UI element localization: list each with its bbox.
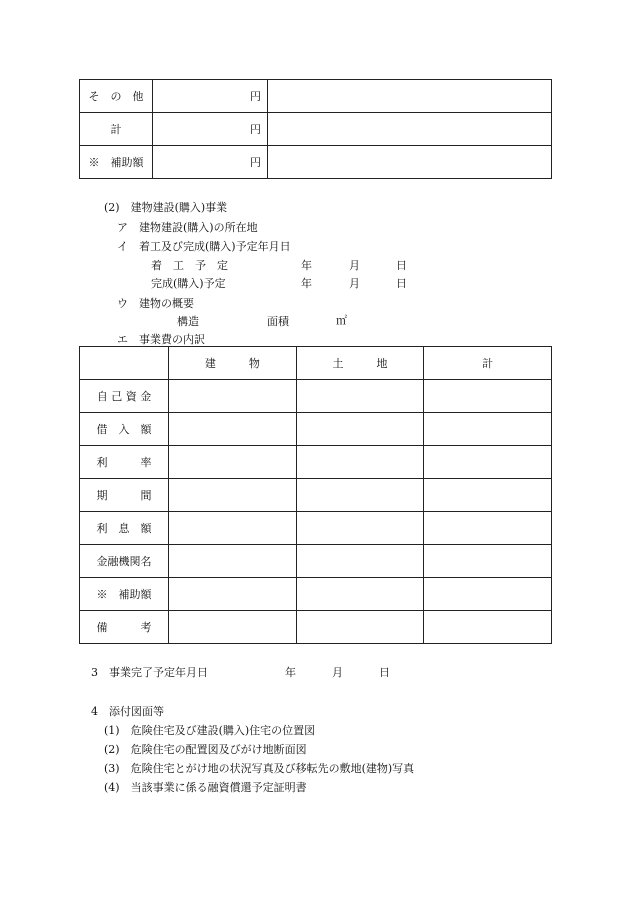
section3-year: 年 [285,666,296,679]
header-total: 計 [424,347,552,380]
table-row [80,146,552,179]
amount-cell[interactable]: 円 [153,113,268,146]
table-row [80,413,552,446]
item-a: ア 建物建設(購入)の所在地 [117,221,258,234]
expense-table-top [79,79,552,179]
note-cell[interactable] [268,146,552,179]
row-label: 利 息 額 [80,512,169,545]
section3-text: 3 事業完了予定年月日 [91,666,208,679]
cell-building[interactable] [169,380,297,413]
row-label: 借 入 額 [80,413,169,446]
attachment-item: (3) 危険住宅とがけ地の状況写真及び移転先の敷地(建物)写真 [104,762,415,775]
note-cell[interactable] [268,80,552,113]
row-label: 金融機関名 [80,545,169,578]
area-label: 面積 [267,315,289,328]
table-row [80,578,552,611]
section3-month: 月 [332,666,343,679]
cell-building[interactable] [169,545,297,578]
cell-total[interactable] [424,446,552,479]
item-i: イ 着工及び完成(購入)予定年月日 [117,240,291,253]
complete-month: 月 [349,277,360,290]
cell-land[interactable] [296,611,424,644]
row-label: 自 己 資 金 [80,380,169,413]
table-row [80,446,552,479]
header-blank [80,347,169,380]
row-label: ※ 補助額 [80,146,153,179]
cell-land[interactable] [296,512,424,545]
header-land: 土 地 [296,347,424,380]
cell-total[interactable] [424,479,552,512]
section2-heading: (2) 建物建設(購入)事業 [104,201,228,214]
table-row [80,380,552,413]
area-unit: ㎡ [336,314,347,327]
cell-land[interactable] [296,446,424,479]
start-year: 年 [301,259,312,272]
cell-land[interactable] [296,413,424,446]
complete-year: 年 [301,277,312,290]
cell-total[interactable] [424,512,552,545]
section4-heading: 4 添付図面等 [91,705,164,718]
row-label: 計 [80,113,153,146]
note-cell[interactable] [268,113,552,146]
item-u: ウ 建物の概要 [117,297,194,310]
item-e: エ 事業費の内訳 [117,333,205,346]
start-day: 日 [396,259,407,272]
complete-label: 完成(購入)予定 [151,277,226,290]
structure-label: 構造 [177,315,199,328]
cell-total[interactable] [424,545,552,578]
cell-total[interactable] [424,611,552,644]
start-label: 着 工 予 定 [151,259,228,272]
table-row [80,512,552,545]
row-label: ※ 補助額 [80,578,169,611]
table-row [80,479,552,512]
table-row [80,113,552,146]
cell-building[interactable] [169,479,297,512]
amount-cell[interactable]: 円 [153,146,268,179]
row-label: 利 率 [80,446,169,479]
cell-total[interactable] [424,380,552,413]
complete-day: 日 [396,277,407,290]
table-row [80,80,552,113]
attachment-item: (2) 危険住宅の配置図及びがけ地断面図 [104,743,307,756]
section3-day: 日 [379,666,390,679]
cell-total[interactable] [424,578,552,611]
amount-cell[interactable]: 円 [153,80,268,113]
table-row [80,545,552,578]
cell-building[interactable] [169,578,297,611]
table-row [80,611,552,644]
table-header-row [80,347,552,380]
cell-land[interactable] [296,545,424,578]
attachment-item: (1) 危険住宅及び建設(購入)住宅の位置図 [104,724,316,737]
row-label: そ の 他 [80,80,153,113]
cell-building[interactable] [169,611,297,644]
cell-building[interactable] [169,446,297,479]
cost-breakdown-table [79,346,552,644]
start-month: 月 [349,259,360,272]
row-label: 備 考 [80,611,169,644]
cell-land[interactable] [296,380,424,413]
row-label: 期 間 [80,479,169,512]
cell-building[interactable] [169,413,297,446]
cell-total[interactable] [424,413,552,446]
cell-land[interactable] [296,578,424,611]
cell-land[interactable] [296,479,424,512]
attachment-item: (4) 当該事業に係る融資償還予定証明書 [104,781,307,794]
header-building: 建 物 [169,347,297,380]
cell-building[interactable] [169,512,297,545]
